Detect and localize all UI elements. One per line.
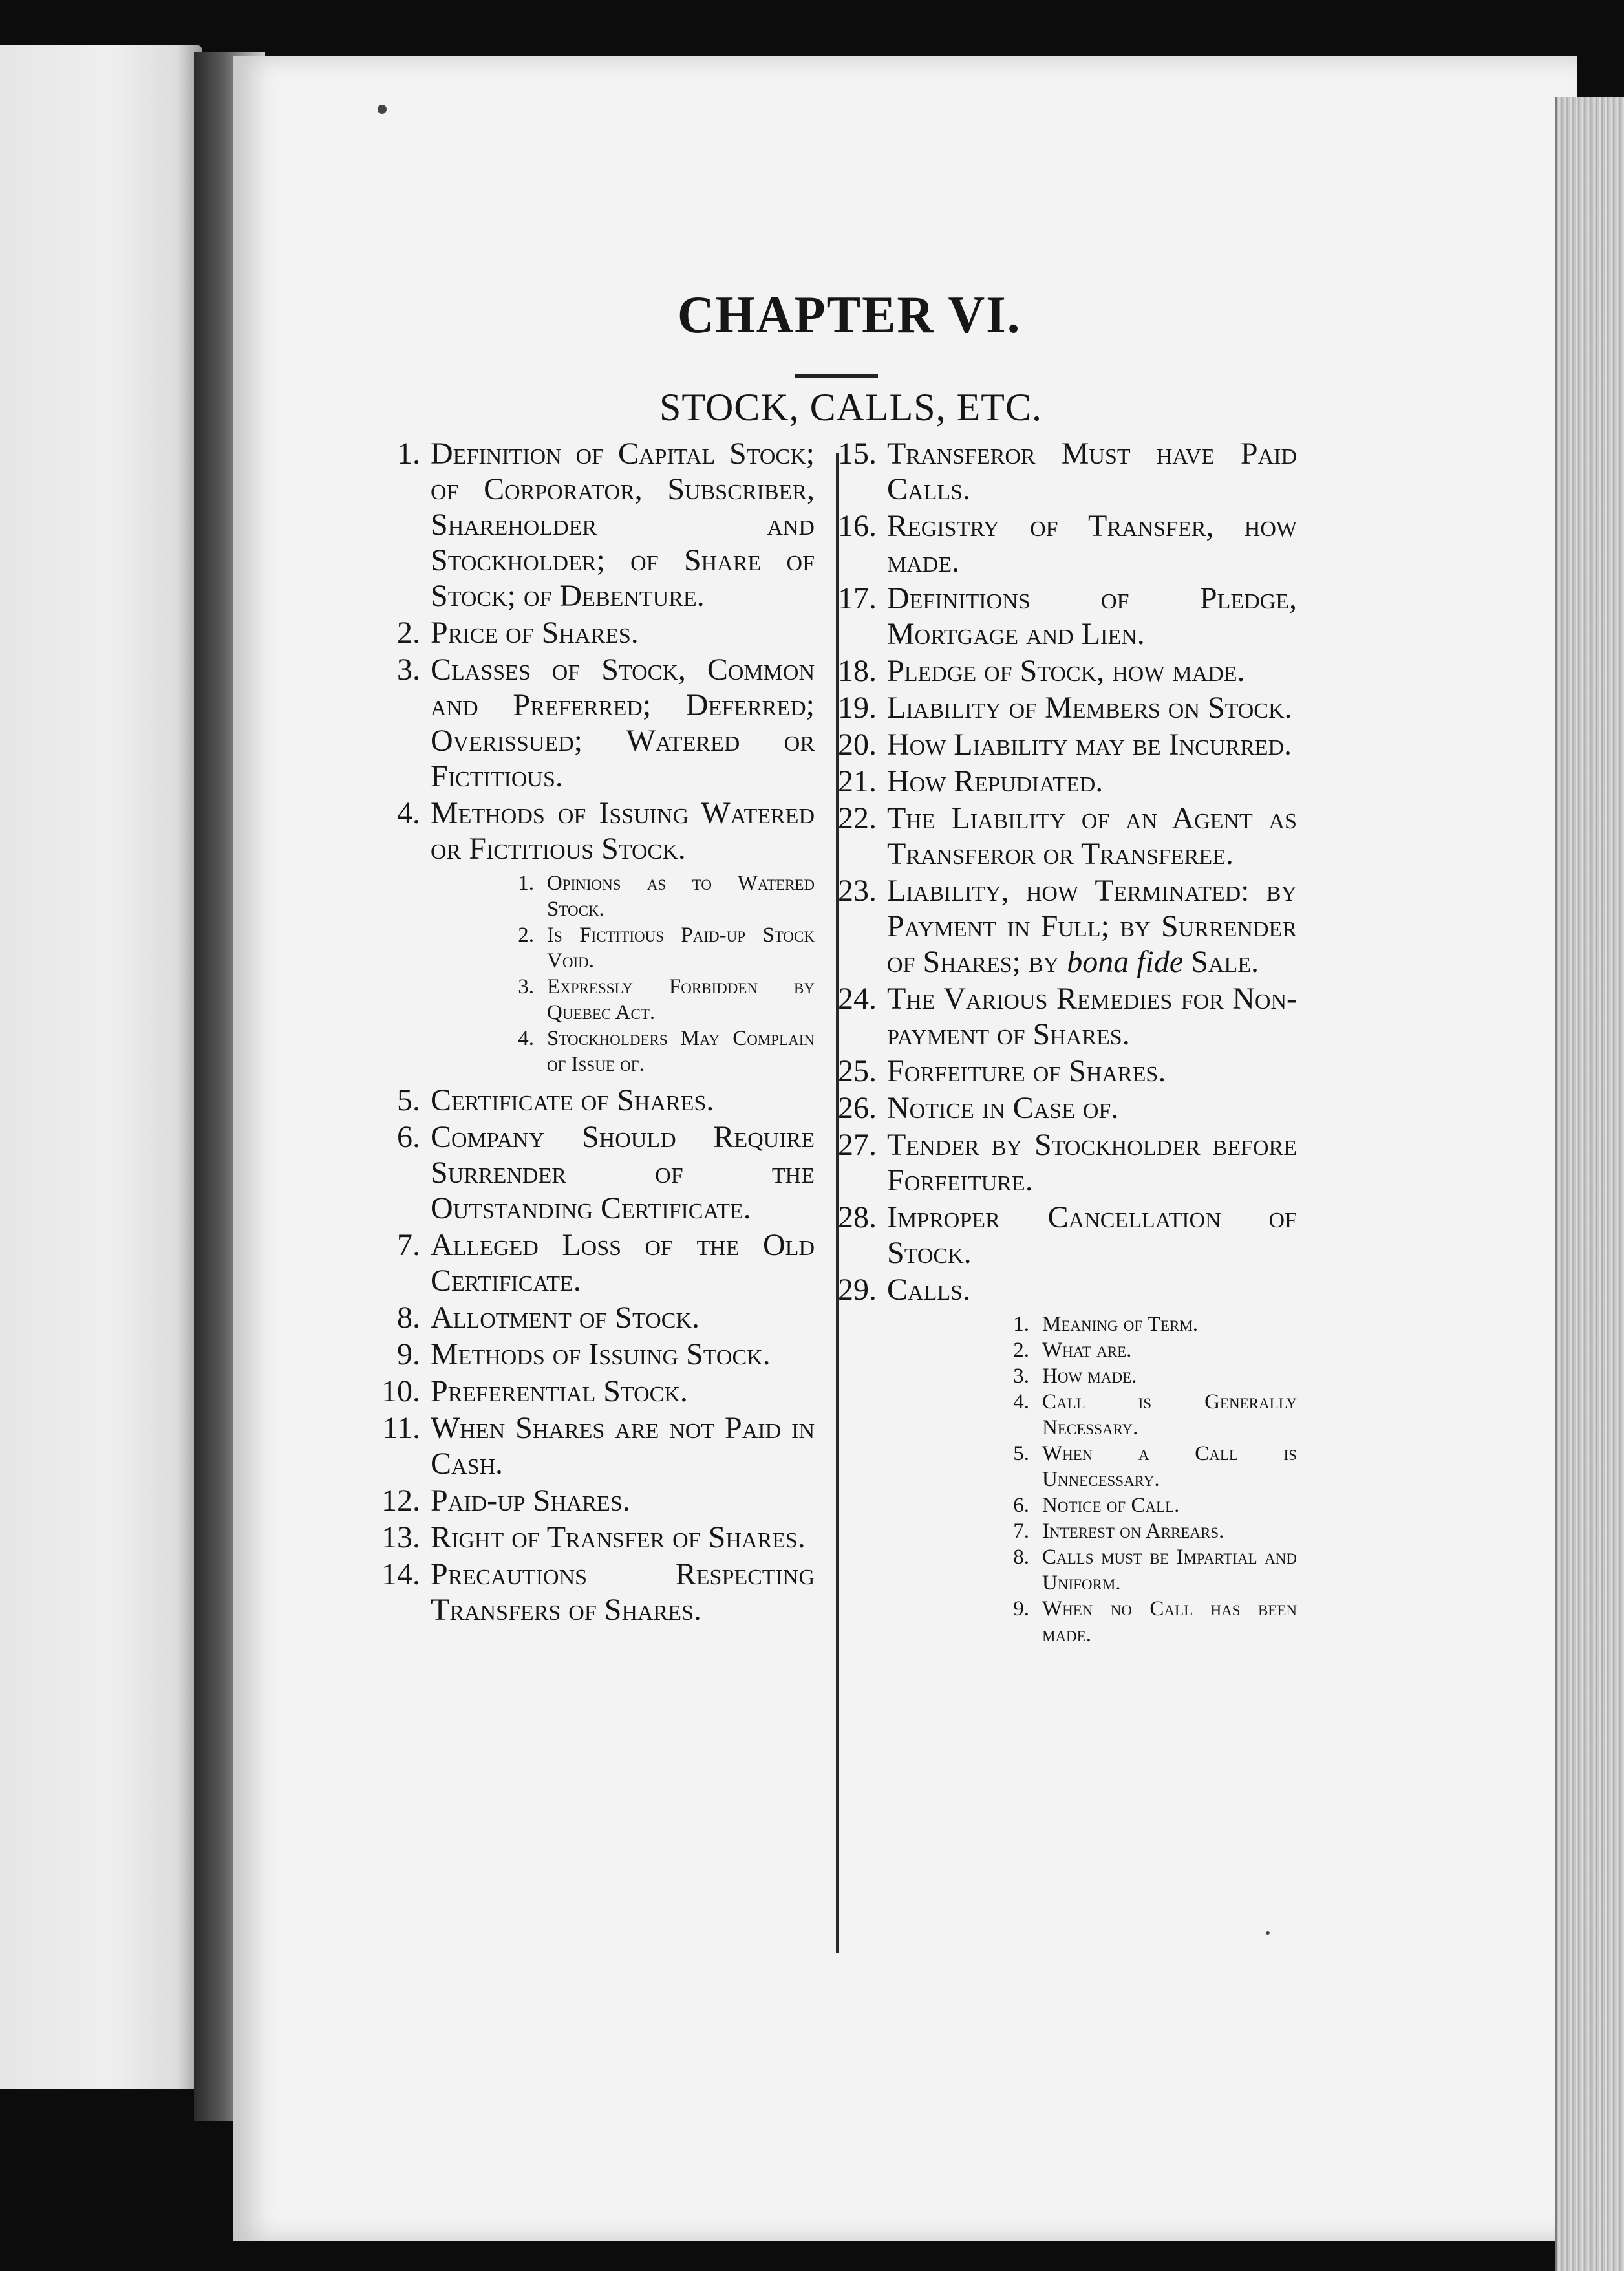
contents-entry [375,1483,815,1518]
contents-entry [375,1300,815,1335]
sub-entry-number: 3. [1013,1364,1029,1388]
chapter-subtitle: STOCK, CALLS, ETC. [659,386,1042,429]
entry-title: Liability of Members on Stock. [887,691,1292,725]
contents-entry [831,508,1297,579]
entry-number: 7. [397,1228,420,1262]
sub-entry-number: 1. [1013,1313,1029,1336]
sub-entry-number: 4. [1013,1390,1029,1414]
entry-number: 15. [838,436,877,471]
entry-number: 8. [397,1300,420,1335]
sub-entry-number: 3. [518,975,534,998]
sub-entries [431,870,815,1077]
contents-entry [831,653,1297,689]
entry-title: Methods of Issuing Stock. [431,1337,771,1372]
entry-number: 19. [838,691,877,725]
entry-number: 25. [838,1054,877,1088]
entry-title: Forfeiture of Shares. [887,1054,1166,1088]
contents-entry [375,1520,815,1555]
contents-right-column [831,436,1297,1653]
contents-entry [375,1227,815,1298]
chapter-title: CHAPTER VI. [677,285,1021,344]
contents-entry [831,436,1297,507]
entry-number: 20. [838,727,877,762]
entry-number: 10. [381,1374,420,1408]
entry-number: 1. [397,436,420,471]
sub-entry [887,1544,1297,1596]
sub-entry-number: 7. [1013,1520,1029,1543]
entry-title: The Various Remedies for Non-payment of Shares. [887,982,1297,1051]
entry-title: Alleged Loss of the Old Certificate. [431,1228,815,1298]
entry-title: Methods of Issuing Watered or Fictitious Stock. [431,796,815,866]
contents-entry [375,652,815,794]
entry-title: How Repudiated. [887,764,1104,799]
sub-entry-title: What are. [1042,1339,1132,1362]
entry-title: Notice in Case of. [887,1091,1119,1125]
sub-entry [431,1026,815,1077]
sub-entry [887,1441,1297,1492]
entry-title-part: Sale. [1183,945,1259,979]
entry-number: 11. [382,1411,420,1445]
sub-entry-number: 4. [518,1027,534,1050]
contents-entry [831,727,1297,762]
entry-number: 28. [838,1200,877,1234]
entry-number: 18. [838,654,877,688]
contents-entry [375,1410,815,1481]
entry-title: Improper Cancellation of Stock. [887,1200,1297,1270]
entry-title: Transferor Must have Paid Calls. [887,436,1297,506]
sub-entry-number: 1. [518,872,534,895]
sub-entry-number: 9. [1013,1597,1029,1620]
sub-entry-title: Call is Generally Necessary. [1042,1390,1297,1439]
entry-title: Definitions of Pledge, Mortgage and Lien. [887,581,1297,651]
contents-entry [831,801,1297,872]
contents-entry [831,873,1297,980]
entry-title: Right of Transfer of Shares. [431,1520,806,1555]
entry-number: 4. [397,796,420,830]
sub-entry-number: 2. [1013,1339,1029,1362]
sub-entry-title: Calls must be Impartial and Uniform. [1042,1545,1297,1595]
entry-number: 24. [838,982,877,1016]
entry-number: 9. [397,1337,420,1372]
sub-entry [887,1311,1297,1337]
contents-entry [831,764,1297,799]
contents-entry [375,1556,815,1628]
sub-entry-title: Expressly Forbidden by Quebec Act. [547,975,815,1024]
speck [1266,1931,1270,1935]
sub-entry-number: 8. [1013,1545,1029,1569]
entry-title: How Liability may be Incurred. [887,727,1292,762]
sub-entry-title: Interest on Arrears. [1042,1520,1224,1543]
sub-entry-title: Is Fictitious Paid-up Stock Void. [547,923,815,973]
contents-entry [831,690,1297,726]
entry-number: 13. [381,1520,420,1555]
sub-entry-number: 6. [1013,1494,1029,1517]
entry-number: 27. [838,1128,877,1162]
entry-number: 6. [397,1120,420,1154]
contents-entry [375,1373,815,1409]
entry-title: Allotment of Stock. [431,1300,700,1335]
entry-title [887,874,1297,979]
sub-entry [887,1596,1297,1648]
sub-entry-title: Opinions as to Watered Stock. [547,872,815,921]
sub-entry [887,1363,1297,1389]
contents-entry [831,1127,1297,1198]
entry-number: 22. [838,801,877,835]
sub-entry-title: Stockholders May Complain of Issue of. [547,1027,815,1076]
title-rule [795,374,878,378]
entry-number: 3. [397,652,420,687]
entry-number: 12. [381,1483,420,1518]
contents-entry [831,1053,1297,1089]
contents-entry [375,1119,815,1226]
entry-number: 29. [838,1273,877,1307]
entry-title: Preferential Stock. [431,1374,688,1408]
sub-entry-title: When no Call has been made. [1042,1597,1297,1646]
entry-title: Certificate of Shares. [431,1083,714,1117]
sub-entry-number: 5. [1013,1442,1029,1465]
entry-number: 14. [381,1557,420,1591]
contents-entry [831,1090,1297,1126]
speck [378,105,387,114]
contents-entry [831,1200,1297,1271]
entry-title: Company Should Require Surrender of the Outstanding Certificate. [431,1120,815,1225]
contents-entry [831,581,1297,652]
entry-title: Calls. [887,1273,971,1307]
contents-entry [375,615,815,651]
sub-entry [887,1389,1297,1441]
contents-entry [375,1337,815,1372]
entry-number: 23. [838,874,877,908]
sub-entry-number: 2. [518,923,534,947]
entry-title: Paid-up Shares. [431,1483,630,1518]
entry-title: Definition of Capital Stock; of Corporator, Subscriber, Shareholder and Stockholder; of Share of Stock; of Debenture. [431,436,815,613]
entry-title-part: Liability, how Terminated: by Payment in Full; by Surrender of Shares; by [887,874,1297,979]
contents-entry [375,795,815,1077]
entry-number: 26. [838,1091,877,1125]
sub-entry-title: Notice of Call. [1042,1494,1180,1517]
sub-entries [887,1311,1297,1648]
sub-entry [887,1337,1297,1363]
sub-entry [431,974,815,1026]
contents-entry [831,1272,1297,1648]
contents-entry [375,1082,815,1118]
entry-number: 21. [838,764,877,799]
sub-entry [431,922,815,974]
sub-entry-title: How made. [1042,1364,1137,1388]
entry-title: When Shares are not Paid in Cash. [431,1411,815,1481]
sub-entry-title: When a Call is Unnecessary. [1042,1442,1297,1491]
contents-left-column [375,436,815,1629]
entry-title: The Liability of an Agent as Transferor or Transferee. [887,801,1297,871]
entry-title: Price of Shares. [431,616,639,650]
entry-number: 16. [838,509,877,543]
entry-title: Precautions Respecting Transfers of Shares. [431,1557,815,1627]
sub-entry [431,870,815,922]
entry-number: 17. [838,581,877,616]
entry-title: Pledge of Stock, how made. [887,654,1245,688]
entry-number: 2. [397,616,420,650]
entry-title-italic: bona fide [1067,945,1184,979]
entry-title: Registry of Transfer, how made. [887,509,1297,579]
contents-entry [831,981,1297,1052]
sub-entry-title: Meaning of Term. [1042,1313,1199,1336]
entry-number: 5. [397,1083,420,1117]
contents-entry [375,436,815,614]
entry-title: Tender by Stockholder before Forfeiture. [887,1128,1297,1198]
entry-title: Classes of Stock, Common and Preferred; Deferred; Overissued; Watered or Fictitious. [431,652,815,793]
sub-entry [887,1492,1297,1518]
sub-entry [887,1518,1297,1544]
